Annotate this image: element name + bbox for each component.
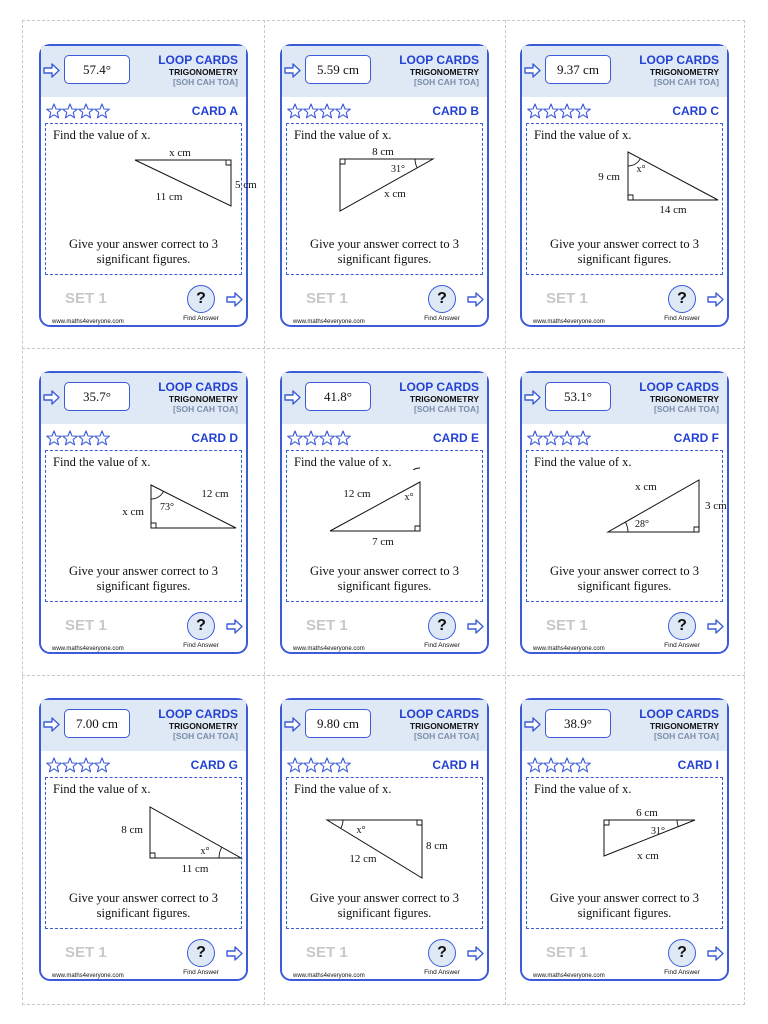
diagram-label: 7 cm (372, 536, 394, 548)
diagram-label: 73° (160, 502, 174, 513)
answer-box: 5.59 cm (305, 55, 371, 84)
angle-arc (219, 847, 222, 858)
cut-guide-vertical (505, 20, 506, 1005)
angle-arc (151, 491, 164, 499)
arrow-right-outline-icon (283, 388, 302, 407)
subtopic-label: [SOH CAH TOA] (653, 403, 719, 414)
arrow-right-outline-icon (42, 715, 61, 734)
loop-card (280, 371, 489, 654)
star-outline-icon (288, 104, 303, 118)
diagram-label: 31° (651, 826, 665, 837)
loop-cards-title: LOOP CARDS (158, 707, 238, 721)
triangle-svg (528, 804, 721, 886)
star-outline-icon (63, 758, 78, 772)
card-header (282, 700, 487, 751)
star-outline-icon (95, 758, 110, 772)
arrow-right-outline-icon[interactable] (466, 617, 485, 636)
question-mark-icon: ? (437, 944, 447, 961)
diagram-label: 3 cm (705, 500, 727, 512)
star-rating (46, 103, 110, 119)
star-rating (287, 430, 351, 446)
star-outline-icon (336, 431, 351, 445)
loop-cards-title: LOOP CARDS (158, 380, 238, 394)
card-label: CARD D (191, 431, 238, 445)
triangle-svg (47, 147, 257, 232)
right-angle-marker (150, 853, 155, 858)
triangle-svg (288, 477, 481, 559)
arrow-right-outline-icon[interactable] (225, 617, 244, 636)
card-header (522, 46, 727, 97)
star-outline-icon (288, 758, 303, 772)
question-text: Find the value of x. (534, 782, 632, 796)
instruction-text (287, 891, 482, 921)
star-outline-icon (336, 758, 351, 772)
star-rating (527, 430, 591, 446)
star-outline-icon (320, 104, 335, 118)
arrow-right-outline-icon[interactable] (706, 617, 725, 636)
find-answer-button[interactable] (668, 285, 696, 313)
loop-cards-title: LOOP CARDS (399, 380, 479, 394)
star-outline-icon (304, 104, 319, 118)
arrow-right-outline-icon (283, 715, 302, 734)
star-outline-icon (47, 431, 62, 445)
set-label: SET 1 (546, 617, 588, 634)
loop-cards-title: LOOP CARDS (399, 53, 479, 67)
topic-label: TRIGONOMETRY (168, 394, 238, 404)
instruction-line: significant figures. (96, 252, 191, 266)
star-outline-icon (560, 104, 575, 118)
title-block (158, 708, 238, 740)
set-label: SET 1 (65, 944, 107, 961)
topic-label: TRIGONOMETRY (649, 394, 719, 404)
triangle-shape (327, 820, 422, 878)
diagram-label: x cm (169, 147, 191, 159)
cut-guide-vertical (264, 20, 265, 1005)
instruction-line: significant figures. (337, 252, 432, 266)
triangle-diagram (288, 804, 481, 886)
question-mark-icon: ? (196, 290, 206, 307)
topic-label: TRIGONOMETRY (409, 67, 479, 77)
diagram-label: 11 cm (155, 191, 183, 203)
arrow-right-outline-icon (42, 61, 61, 80)
right-angle-marker (417, 820, 422, 825)
question-mark-icon: ? (437, 617, 447, 634)
instruction-line: significant figures. (96, 579, 191, 593)
find-answer-label: Find Answer (183, 969, 219, 976)
set-label: SET 1 (306, 290, 348, 307)
loop-card (520, 698, 729, 981)
instruction-text (527, 564, 722, 594)
question-mark-icon: ? (677, 290, 687, 307)
card-header (522, 700, 727, 751)
title-block (158, 54, 238, 86)
title-block (639, 54, 719, 86)
triangle-shape (628, 152, 718, 200)
right-angle-marker (604, 820, 609, 825)
website-url: www.maths4everyone.com (52, 646, 124, 652)
diagram-label: x cm (635, 481, 657, 493)
arrow-right-outline-icon[interactable] (706, 290, 725, 309)
triangle-svg (288, 804, 481, 886)
star-rating (527, 103, 591, 119)
instruction-line: Give your answer correct to 3 (69, 891, 218, 905)
website-url: www.maths4everyone.com (293, 646, 365, 652)
website-url: www.maths4everyone.com (533, 973, 605, 979)
instruction-text (527, 891, 722, 921)
subtopic-label: [SOH CAH TOA] (172, 403, 238, 414)
instruction-line: Give your answer correct to 3 (69, 564, 218, 578)
star-outline-icon (528, 104, 543, 118)
website-url: www.maths4everyone.com (293, 319, 365, 325)
card-label: CARD B (432, 104, 479, 118)
card-header (41, 700, 246, 751)
find-answer-button[interactable] (187, 285, 215, 313)
instruction-line: Give your answer correct to 3 (310, 564, 459, 578)
card-header (282, 46, 487, 97)
triangle-diagram (47, 477, 240, 559)
question-mark-icon: ? (677, 944, 687, 961)
set-label: SET 1 (65, 290, 107, 307)
right-angle-marker (415, 526, 420, 531)
find-answer-label: Find Answer (183, 642, 219, 649)
star-rating (46, 430, 110, 446)
loop-cards-title: LOOP CARDS (639, 707, 719, 721)
find-answer-button[interactable] (668, 612, 696, 640)
set-label: SET 1 (306, 617, 348, 634)
find-answer-button[interactable] (428, 285, 456, 313)
instruction-text (287, 237, 482, 267)
card-header (282, 373, 487, 424)
problem-box (526, 777, 723, 929)
title-block (399, 54, 479, 86)
star-outline-icon (544, 104, 559, 118)
loop-card (520, 44, 729, 327)
subtopic-label: [SOH CAH TOA] (413, 730, 479, 741)
instruction-text (46, 891, 241, 921)
arrow-right-outline-icon[interactable] (225, 944, 244, 963)
arrow-right-outline-icon[interactable] (466, 290, 485, 309)
instruction-line: Give your answer correct to 3 (550, 237, 699, 251)
question-mark-icon: ? (196, 617, 206, 634)
card-header (522, 373, 727, 424)
problem-box (286, 450, 483, 602)
card-label: CARD I (677, 758, 719, 772)
diagram-label: 5 cm (235, 179, 257, 191)
arrow-right-outline-icon (42, 388, 61, 407)
star-outline-icon (95, 431, 110, 445)
find-answer-button[interactable] (428, 612, 456, 640)
star-outline-icon (544, 431, 559, 445)
star-outline-icon (304, 758, 319, 772)
find-answer-label: Find Answer (424, 642, 460, 649)
problem-box (45, 777, 242, 929)
diagram-label: x cm (384, 188, 406, 200)
star-outline-icon (79, 758, 94, 772)
arrow-right-outline-icon[interactable] (706, 944, 725, 963)
instruction-line: Give your answer correct to 3 (310, 891, 459, 905)
instruction-line: Give your answer correct to 3 (550, 564, 699, 578)
website-url: www.maths4everyone.com (533, 646, 605, 652)
title-block (158, 381, 238, 413)
set-label: SET 1 (546, 944, 588, 961)
right-angle-marker (628, 195, 633, 200)
instruction-line: significant figures. (337, 906, 432, 920)
problem-box (286, 777, 483, 929)
diagram-label: 12 cm (343, 488, 371, 500)
star-outline-icon (576, 431, 591, 445)
star-outline-icon (63, 431, 78, 445)
triangle-shape (135, 160, 231, 206)
star-outline-icon (528, 758, 543, 772)
triangle-shape (150, 807, 241, 858)
question-text: Find the value of x. (294, 128, 392, 142)
diagram-label: 9 cm (598, 171, 620, 183)
instruction-text (527, 237, 722, 267)
triangle-diagram (47, 147, 257, 232)
question-text: Find the value of x. (294, 455, 392, 469)
instruction-line: significant figures. (96, 906, 191, 920)
find-answer-label: Find Answer (424, 315, 460, 322)
title-block (399, 708, 479, 740)
find-answer-label: Find Answer (183, 315, 219, 322)
question-text: Find the value of x. (534, 455, 632, 469)
triangle-svg (528, 477, 727, 559)
diagram-label: x° (404, 492, 414, 503)
instruction-line: Give your answer correct to 3 (550, 891, 699, 905)
set-label: SET 1 (65, 617, 107, 634)
triangle-diagram (288, 146, 481, 232)
diagram-label: 11 cm (181, 863, 209, 875)
loop-card (280, 698, 489, 981)
find-answer-label: Find Answer (664, 969, 700, 976)
star-outline-icon (79, 104, 94, 118)
arrow-right-outline-icon (283, 61, 302, 80)
loop-card (280, 44, 489, 327)
star-outline-icon (304, 431, 319, 445)
loop-card (39, 371, 248, 654)
subtopic-label: [SOH CAH TOA] (172, 730, 238, 741)
star-outline-icon (79, 431, 94, 445)
answer-box: 9.37 cm (545, 55, 611, 84)
triangle-svg (47, 477, 240, 559)
star-outline-icon (47, 104, 62, 118)
problem-box (526, 450, 727, 602)
loop-cards-title: LOOP CARDS (639, 380, 719, 394)
diagram-label: 12 cm (201, 488, 229, 500)
cut-guide-horizontal (22, 348, 745, 349)
diagram-label: 14 cm (659, 204, 687, 216)
website-url: www.maths4everyone.com (293, 973, 365, 979)
star-rating (287, 103, 351, 119)
problem-box (526, 123, 723, 275)
cut-guide-horizontal (22, 675, 745, 676)
right-angle-marker (694, 527, 699, 532)
topic-label: TRIGONOMETRY (168, 721, 238, 731)
triangle-svg (47, 804, 240, 886)
title-block (639, 381, 719, 413)
angle-arc (677, 820, 678, 827)
diagram-label: x cm (637, 850, 659, 862)
instruction-line: Give your answer correct to 3 (310, 237, 459, 251)
find-answer-button[interactable] (187, 939, 215, 967)
answer-box: 57.4° (64, 55, 130, 84)
loop-card (39, 44, 257, 327)
diagram-label: 8 cm (426, 840, 448, 852)
instruction-line: significant figures. (577, 252, 672, 266)
question-text: Find the value of x. (53, 455, 151, 469)
star-outline-icon (320, 431, 335, 445)
answer-box: 35.7° (64, 382, 130, 411)
question-text: Find the value of x. (534, 128, 632, 142)
loop-cards-title: LOOP CARDS (399, 707, 479, 721)
website-url: www.maths4everyone.com (52, 973, 124, 979)
diagram-label: x° (636, 164, 646, 175)
star-outline-icon (336, 104, 351, 118)
arrow-right-outline-icon[interactable] (466, 944, 485, 963)
find-answer-label: Find Answer (664, 315, 700, 322)
find-answer-button[interactable] (668, 939, 696, 967)
answer-box: 41.8° (305, 382, 371, 411)
diagram-label: 8 cm (372, 146, 394, 158)
arrow-right-outline-icon (523, 388, 542, 407)
card-label: CARD H (432, 758, 479, 772)
subtopic-label: [SOH CAH TOA] (653, 730, 719, 741)
arrow-right-outline-icon (523, 61, 542, 80)
card-label: CARD F (673, 431, 719, 445)
diagram-label: x cm (122, 506, 144, 518)
problem-box (45, 123, 257, 275)
star-outline-icon (576, 758, 591, 772)
triangle-diagram (288, 477, 481, 559)
topic-label: TRIGONOMETRY (168, 67, 238, 77)
star-rating (287, 757, 351, 773)
triangle-diagram (528, 477, 727, 559)
loop-cards-title: LOOP CARDS (158, 53, 238, 67)
answer-box: 53.1° (545, 382, 611, 411)
answer-box: 38.9° (545, 709, 611, 738)
card-header (41, 46, 246, 97)
question-text: Find the value of x. (294, 782, 392, 796)
problem-box (286, 123, 483, 275)
star-outline-icon (63, 104, 78, 118)
star-outline-icon (576, 104, 591, 118)
card-header (41, 373, 246, 424)
right-angle-marker (151, 523, 156, 528)
diagram-label: 12 cm (349, 853, 377, 865)
arrow-right-outline-icon (523, 715, 542, 734)
subtopic-label: [SOH CAH TOA] (413, 76, 479, 87)
angle-arc (625, 522, 628, 532)
star-outline-icon (528, 431, 543, 445)
topic-label: TRIGONOMETRY (649, 721, 719, 731)
subtopic-label: [SOH CAH TOA] (413, 403, 479, 414)
card-label: CARD E (432, 431, 479, 445)
question-text: Find the value of x. (53, 128, 151, 142)
find-answer-label: Find Answer (424, 969, 460, 976)
problem-box (45, 450, 242, 602)
website-url: www.maths4everyone.com (52, 319, 124, 325)
angle-arc (415, 159, 417, 168)
diagram-label: x° (200, 846, 210, 857)
find-answer-label: Find Answer (664, 642, 700, 649)
star-outline-icon (288, 431, 303, 445)
loop-card (39, 698, 248, 981)
instruction-line: significant figures. (577, 579, 672, 593)
instruction-text (46, 237, 241, 267)
star-outline-icon (47, 758, 62, 772)
diagram-label: x° (356, 825, 366, 836)
star-outline-icon (320, 758, 335, 772)
triangle-svg (528, 150, 721, 232)
title-block (639, 708, 719, 740)
star-outline-icon (560, 758, 575, 772)
instruction-line: Give your answer correct to 3 (69, 237, 218, 251)
diagram-label: 8 cm (121, 824, 143, 836)
arrow-right-outline-icon[interactable] (225, 290, 244, 309)
set-label: SET 1 (546, 290, 588, 307)
diagram-label: 6 cm (636, 807, 658, 819)
question-mark-icon: ? (196, 944, 206, 961)
diagram-label: 28° (635, 519, 649, 530)
diagram-label: 31° (391, 164, 405, 175)
right-angle-marker (226, 160, 231, 165)
question-text: Find the value of x. (53, 782, 151, 796)
triangle-svg (288, 146, 481, 232)
card-label: CARD A (191, 104, 238, 118)
topic-label: TRIGONOMETRY (649, 67, 719, 77)
instruction-text (287, 564, 482, 594)
right-angle-marker (340, 159, 345, 164)
star-rating (46, 757, 110, 773)
instruction-line: significant figures. (337, 579, 432, 593)
subtopic-label: [SOH CAH TOA] (653, 76, 719, 87)
loop-card (520, 371, 729, 654)
question-mark-icon: ? (677, 617, 687, 634)
star-outline-icon (544, 758, 559, 772)
star-outline-icon (560, 431, 575, 445)
instruction-text (46, 564, 241, 594)
triangle-diagram (528, 804, 721, 886)
find-answer-button[interactable] (428, 939, 456, 967)
subtopic-label: [SOH CAH TOA] (172, 76, 238, 87)
star-rating (527, 757, 591, 773)
question-mark-icon: ? (437, 290, 447, 307)
set-label: SET 1 (306, 944, 348, 961)
website-url: www.maths4everyone.com (533, 319, 605, 325)
angle-arc (413, 468, 420, 470)
instruction-line: significant figures. (577, 906, 672, 920)
triangle-diagram (47, 804, 240, 886)
title-block (399, 381, 479, 413)
loop-cards-title: LOOP CARDS (639, 53, 719, 67)
answer-box: 7.00 cm (64, 709, 130, 738)
star-outline-icon (95, 104, 110, 118)
angle-arc (341, 820, 343, 828)
card-label: CARD G (190, 758, 238, 772)
find-answer-button[interactable] (187, 612, 215, 640)
topic-label: TRIGONOMETRY (409, 721, 479, 731)
answer-box: 9.80 cm (305, 709, 371, 738)
triangle-shape (340, 159, 433, 211)
triangle-diagram (528, 150, 721, 232)
card-label: CARD C (672, 104, 719, 118)
topic-label: TRIGONOMETRY (409, 394, 479, 404)
